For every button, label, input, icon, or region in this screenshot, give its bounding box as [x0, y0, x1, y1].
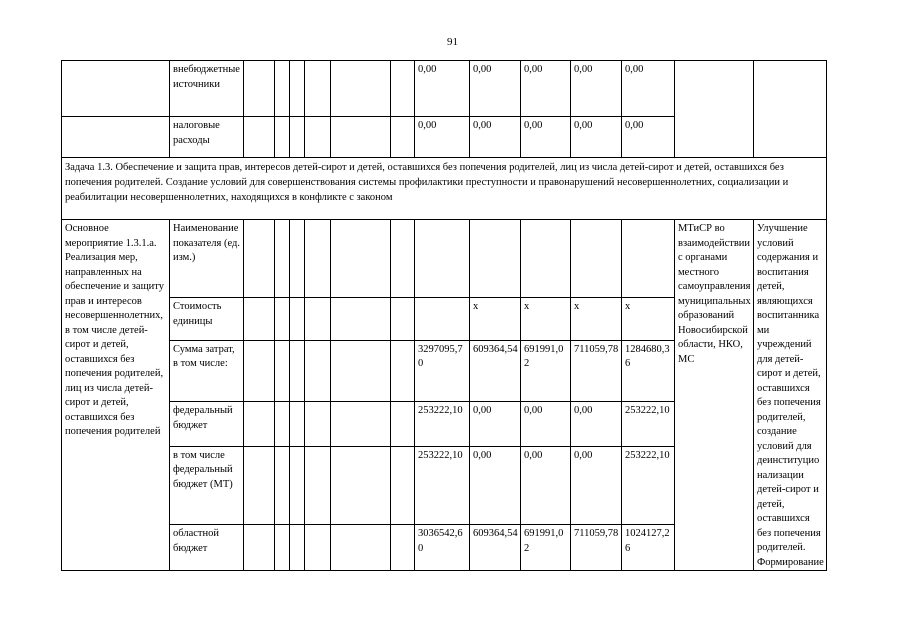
value-cell: 0,00: [571, 402, 622, 447]
cell-empty: [62, 61, 170, 117]
value-cell: 0,00: [470, 402, 521, 447]
value-cell: 0,00: [521, 446, 571, 524]
value-cell: 0,00: [521, 61, 571, 117]
indicator-cell: федеральный бюджет: [170, 402, 244, 447]
value-cell: x: [622, 298, 675, 340]
value-cell: 0,00: [470, 61, 521, 117]
value-cell: x: [470, 298, 521, 340]
table-row: [62, 220, 827, 298]
indicator-cell: внебюджетные источники: [170, 61, 244, 117]
value-cell: 3297095,70: [415, 340, 470, 402]
program-table: [61, 60, 827, 571]
value-cell: x: [571, 298, 622, 340]
value-cell: [521, 220, 571, 298]
indicator-cell: налоговые расходы: [170, 117, 244, 158]
table-row: [62, 61, 827, 117]
page-number: 91: [447, 36, 458, 48]
task-description: Задача 1.3. Обеспечение и защита прав, интересов детей-сирот и детей, оставшихся без попечения родителей, лиц из числа детей-сирот и детей, оставшихся без попечения родителей. Создание условий для совершенствования системы профилактики преступности и правонарушений несовершеннолетних, социализации и реабилитации несовершеннолетних, находящихся в конфликте с законом: [62, 158, 827, 220]
measure-name: Основное мероприятие 1.3.1.а. Реализация мер, направленных на обеспечение и защиту прав и интересов несовершеннолетних, в том числе детей-сирот и детей, оставшихся без попечения родителей, лиц из числа детей-сирот и детей, оставшихся без попечения родителей: [62, 220, 170, 571]
indicator-cell: в том числе федеральный бюджет (МТ): [170, 446, 244, 524]
cell-empty: [62, 117, 170, 158]
value-cell: [571, 220, 622, 298]
value-cell: 253222,10: [622, 402, 675, 447]
value-cell: 253222,10: [415, 446, 470, 524]
value-cell: 0,00: [622, 117, 675, 158]
indicator-cell: Сумма затрат, в том числе:: [170, 340, 244, 402]
value-cell: x: [521, 298, 571, 340]
value-cell: 691991,02: [521, 525, 571, 571]
value-cell: 609364,54: [470, 340, 521, 402]
executor-cell: МТиСР во взаимодействии с органами местного самоуправления муниципальных образований Новосибирской области, НКО, МС: [675, 220, 754, 571]
value-cell: [415, 220, 470, 298]
indicator-cell: Стоимость единицы: [170, 298, 244, 340]
value-cell: [622, 220, 675, 298]
value-cell: 253222,10: [415, 402, 470, 447]
value-cell: 711059,78: [571, 340, 622, 402]
value-cell: 0,00: [571, 61, 622, 117]
task-row: [62, 158, 827, 220]
value-cell: 0,00: [415, 61, 470, 117]
value-cell: 1024127,26: [622, 525, 675, 571]
value-cell: 0,00: [470, 117, 521, 158]
value-cell: 0,00: [470, 446, 521, 524]
value-cell: [415, 298, 470, 340]
value-cell: 253222,10: [622, 446, 675, 524]
value-cell: 0,00: [521, 117, 571, 158]
value-cell: 3036542,60: [415, 525, 470, 571]
value-cell: 1284680,36: [622, 340, 675, 402]
value-cell: 0,00: [521, 402, 571, 447]
value-cell: 0,00: [415, 117, 470, 158]
value-cell: 609364,54: [470, 525, 521, 571]
indicator-cell: областной бюджет: [170, 525, 244, 571]
value-cell: 0,00: [571, 117, 622, 158]
result-cell: Улучшение условий содержания и воспитания детей, являющихся воспитанниками учреждений для детей-сирот и детей, оставшихся без попечения родителей, создание условий для деинституционализации детей-сирот и детей, оставшихся без попечения родителей. Формирование: [754, 220, 827, 571]
value-cell: 711059,78: [571, 525, 622, 571]
value-cell: [470, 220, 521, 298]
indicator-cell: Наименование показателя (ед. изм.): [170, 220, 244, 298]
value-cell: 0,00: [571, 446, 622, 524]
value-cell: 0,00: [622, 61, 675, 117]
value-cell: 691991,02: [521, 340, 571, 402]
